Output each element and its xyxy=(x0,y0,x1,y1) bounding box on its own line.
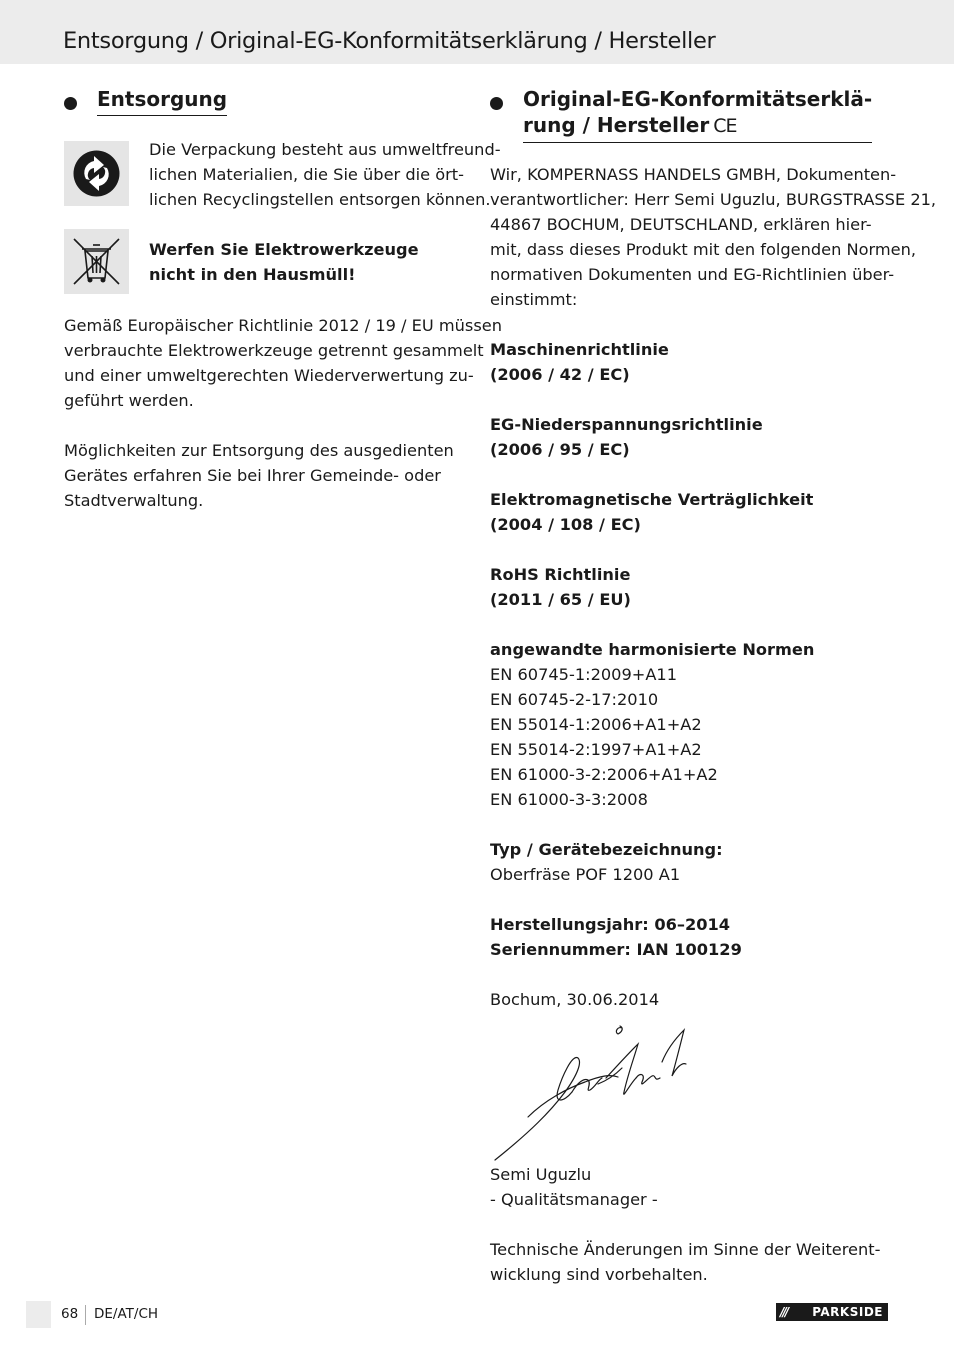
text-line: Gerätes erfahren Sie bei Ihrer Gemeinde- oder xyxy=(64,466,441,485)
text-line: Gemäß Europäischer Richtlinie 2012 / 19 / EU müssen xyxy=(64,316,502,335)
heading-line: Original-EG-Konformitätserklä- xyxy=(523,87,873,111)
text-line: wicklung sind vorbehalten. xyxy=(490,1265,708,1284)
brand-logo xyxy=(776,1303,888,1321)
text-line: normativen Dokumenten und EG-Richtlinien über- xyxy=(490,265,895,284)
warning-line: Werfen Sie Elektrowerkzeuge xyxy=(149,240,419,259)
text-line: verbrauchte Elektrowerkzeuge getrennt gesammelt xyxy=(64,341,484,360)
place-date xyxy=(490,987,659,1012)
heading-line-2 xyxy=(523,112,872,139)
crossed-out-wheelie-bin-icon xyxy=(64,229,129,294)
recycle-icon-box xyxy=(64,141,129,206)
text-line: geführt werden. xyxy=(64,391,194,410)
recycle-text xyxy=(149,137,501,212)
directive-rohs xyxy=(490,562,631,612)
directive-low-voltage xyxy=(490,412,763,462)
section-heading-entsorgung xyxy=(64,86,227,116)
production-info xyxy=(490,912,742,962)
signer-name: Semi Uguzlu xyxy=(490,1165,592,1184)
text-line: lichen Recyclingstellen entsorgen können. xyxy=(149,190,491,209)
norm-item: EN 55014-1:2006+A1+A2 xyxy=(490,715,702,734)
ce-mark-icon: CE xyxy=(713,115,737,137)
type-value: Oberfräse POF 1200 A1 xyxy=(490,865,681,884)
directive-code: (2011 / 65 / EU) xyxy=(490,590,631,609)
type-label: Typ / Gerätebezeichnung: xyxy=(490,840,723,859)
green-dot-recycling-icon xyxy=(64,141,129,206)
weee-icon-box xyxy=(64,229,129,294)
page-title: Entsorgung / Original-EG-Konformitätserklärung / Hersteller xyxy=(63,28,716,54)
text-line: einstimmt: xyxy=(490,290,578,309)
weee-warning xyxy=(149,237,419,287)
norm-item: EN 55014-2:1997+A1+A2 xyxy=(490,740,702,759)
text-line: Technische Änderungen im Sinne der Weiterent- xyxy=(490,1240,881,1259)
text-line: 44867 BOCHUM, DEUTSCHLAND, erklären hier- xyxy=(490,215,872,234)
directive-machinery xyxy=(490,337,669,387)
text-line: mit, dass dieses Produkt mit den folgenden Normen, xyxy=(490,240,917,259)
heading-text: Entsorgung xyxy=(97,87,228,111)
section-heading-declaration xyxy=(490,86,872,143)
header-band xyxy=(0,0,954,64)
directive-name: RoHS Richtlinie xyxy=(490,565,631,584)
directive-emc xyxy=(490,487,813,537)
text-line: verantwortlicher: Herr Semi Uguzlu, BURGSTRASSE 21, xyxy=(490,190,937,209)
directive-code: (2006 / 95 / EC) xyxy=(490,440,630,459)
harmonized-norms xyxy=(490,637,814,812)
signer-role: - Qualitätsmanager - xyxy=(490,1190,658,1209)
footer-tab xyxy=(26,1301,51,1328)
text-line: und einer umweltgerechten Wiederverwertung zu- xyxy=(64,366,474,385)
disposal-paragraph xyxy=(64,313,502,413)
technical-note xyxy=(490,1237,880,1287)
directive-code: (2004 / 108 / EC) xyxy=(490,515,641,534)
text-line: Die Verpackung besteht aus umweltfreund- xyxy=(149,140,501,159)
place-date-text: Bochum, 30.06.2014 xyxy=(490,990,660,1009)
production-year: Herstellungsjahr: 06–2014 xyxy=(490,915,730,934)
text-line: Möglichkeiten zur Entsorgung des ausgedienten xyxy=(64,441,454,460)
text-line: lichen Materialien, die Sie über die ört- xyxy=(149,165,464,184)
norm-item: EN 60745-2-17:2010 xyxy=(490,690,659,709)
footer-locale: DE/AT/CH xyxy=(94,1306,159,1322)
footer-divider xyxy=(85,1305,86,1325)
brand-stripes-icon: /// xyxy=(780,1305,788,1319)
warning-line: nicht in den Hausmüll! xyxy=(149,265,356,284)
bullet-icon xyxy=(64,97,77,110)
norm-item: EN 60745-1:2009+A11 xyxy=(490,665,678,684)
norm-item: EN 61000-3-2:2006+A1+A2 xyxy=(490,765,718,784)
disposal-options-paragraph xyxy=(64,438,454,513)
directive-name: Maschinenrichtlinie xyxy=(490,340,669,359)
signer xyxy=(490,1162,658,1212)
directive-code: (2006 / 42 / EC) xyxy=(490,365,630,384)
norms-heading: angewandte harmonisierte Normen xyxy=(490,640,815,659)
signature-image xyxy=(490,1022,710,1162)
text-line: Stadtverwaltung. xyxy=(64,491,204,510)
footer-page-number: 68 xyxy=(61,1306,79,1322)
directive-name: EG-Niederspannungsrichtlinie xyxy=(490,415,763,434)
directive-name: Elektromagnetische Verträglichkeit xyxy=(490,490,814,509)
bullet-icon xyxy=(490,97,503,110)
declaration-intro xyxy=(490,162,936,312)
brand-name: PARKSIDE xyxy=(812,1305,883,1319)
heading-text: rung / Hersteller xyxy=(523,113,710,137)
text-line: Wir, KOMPERNASS HANDELS GMBH, Dokumenten- xyxy=(490,165,897,184)
norm-item: EN 61000-3-3:2008 xyxy=(490,790,648,809)
serial-number: Seriennummer: IAN 100129 xyxy=(490,940,742,959)
device-type xyxy=(490,837,723,887)
